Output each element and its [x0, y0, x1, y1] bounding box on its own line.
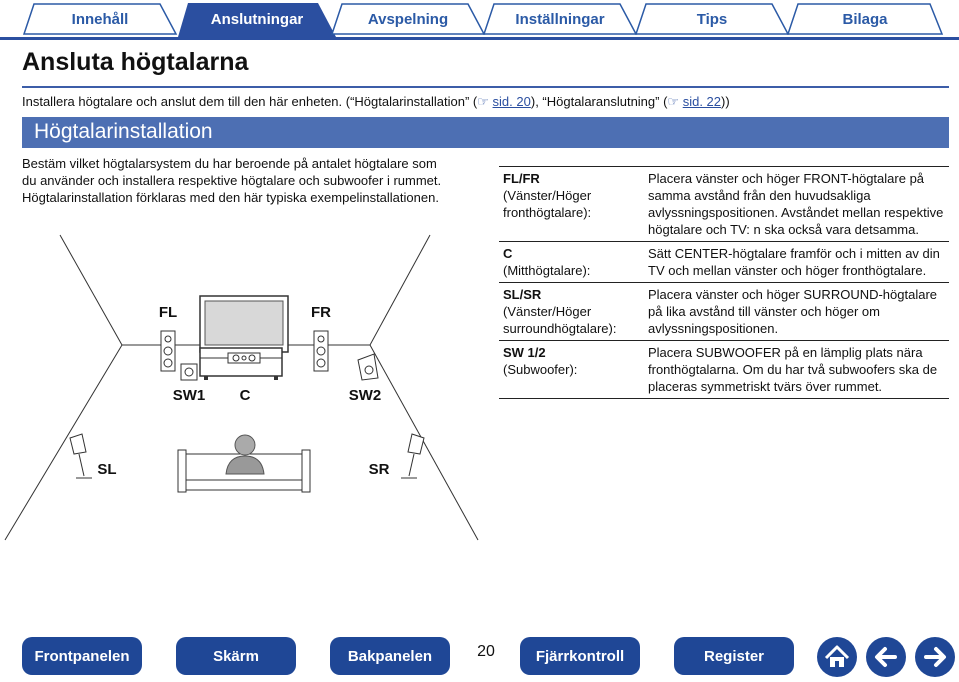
- pointing-hand-icon: ☞: [667, 94, 680, 109]
- page-link-installation[interactable]: sid. 20: [492, 94, 531, 109]
- table-row: [499, 167, 949, 242]
- label-sl: SL: [97, 461, 117, 478]
- tab-label: Innehåll: [71, 10, 129, 28]
- section-header: [22, 117, 949, 148]
- pointing-hand-icon: ☞: [477, 94, 489, 109]
- label-fl: FL: [158, 304, 178, 321]
- page-number: 20: [477, 643, 495, 660]
- tab-label: Inställningar: [515, 10, 605, 28]
- speaker-layout-diagram: [0, 230, 480, 542]
- table-row: [499, 242, 949, 283]
- tab-innehall[interactable]: [22, 3, 178, 35]
- subwoofer-1-icon: [181, 364, 197, 380]
- table-row: [499, 341, 949, 399]
- tab-bilaga[interactable]: [786, 3, 944, 35]
- speaker-code: SW 1/2: [503, 345, 546, 360]
- label-fr: FR: [311, 304, 331, 321]
- paragraph-line: du använder och installera respektive högtalare och subwoofer i rummet.: [22, 173, 442, 188]
- intro-prefix: Installera högtalare och anslut dem till den här enheten. (“Högtalarinstallation” (: [22, 94, 478, 109]
- speaker-label-cell: [499, 341, 643, 399]
- arrow-left-icon: [866, 637, 906, 677]
- speaker-name: (Subwoofer):: [503, 362, 578, 377]
- tab-label: Tips: [696, 10, 728, 28]
- bakpanelen-button[interactable]: Bakpanelen: [330, 637, 450, 675]
- label-sw1: SW1: [172, 387, 206, 404]
- page-title: Ansluta högtalarna: [22, 48, 249, 76]
- paragraph-line: Bestäm vilket högtalarsystem du har beroende på antalet högtalare som: [22, 156, 437, 171]
- tab-label: Bilaga: [842, 10, 888, 28]
- speaker-code: SL/SR: [503, 287, 542, 302]
- speaker-name: (Mitthögtalare):: [503, 263, 591, 278]
- section-title: Högtalarinstallation: [34, 120, 213, 143]
- page-link-connection[interactable]: sid. 22: [682, 94, 722, 109]
- tab-label: Avspelning: [367, 10, 449, 28]
- arrow-right-icon: [915, 637, 955, 677]
- intro-suffix: )): [721, 94, 730, 109]
- speaker-code: C: [503, 246, 513, 261]
- skarm-button[interactable]: Skärm: [176, 637, 296, 675]
- label-c: C: [239, 387, 251, 404]
- surround-right-speaker-icon: [401, 434, 424, 478]
- speaker-name: (Vänster/Höger surroundhögtalare):: [503, 304, 617, 336]
- top-tab-bar: [0, 0, 959, 38]
- tab-anslutningar[interactable]: [178, 3, 336, 35]
- section-paragraph: [22, 155, 472, 206]
- speaker-description: Placera vänster och höger FRONT-högtalare på samma avstånd från den huvudsakliga avlyssningspositionen. Avståndet mellan respektive högtalare och TV: n ska också vara detsamma.: [643, 167, 949, 242]
- tab-tips[interactable]: [634, 3, 790, 35]
- speaker-label-cell: [499, 283, 643, 341]
- front-left-speaker-icon: [161, 331, 175, 371]
- speaker-name: (Vänster/Höger fronthögtalare):: [503, 188, 592, 220]
- speaker-description: Placera SUBWOOFER på en lämplig plats nära fronthögtalarna. Om du har två subwoofers ska de placeras symmetriskt tvärs över rummet.: [643, 341, 949, 399]
- subwoofer-2-icon: [358, 354, 378, 380]
- speaker-code: FL/FR: [503, 171, 540, 186]
- speaker-label-cell: [499, 167, 643, 242]
- center-speaker-icon: [228, 353, 260, 363]
- speaker-description: Placera vänster och höger SURROUND-högtalare på lika avstånd till vänster och höger om avlyssningspositionen.: [643, 283, 949, 341]
- title-divider: [22, 86, 949, 88]
- register-button[interactable]: Register: [674, 637, 794, 675]
- intro-middle: ), “Högtalaranslutning” (: [530, 94, 668, 109]
- frontpanelen-button[interactable]: Frontpanelen: [22, 637, 142, 675]
- label-sr: SR: [368, 461, 390, 478]
- back-button[interactable]: [866, 637, 906, 677]
- fjarrkontroll-button[interactable]: Fjärrkontroll: [520, 637, 640, 675]
- table-row: [499, 283, 949, 341]
- label-sw2: SW2: [348, 387, 382, 404]
- forward-button[interactable]: [915, 637, 955, 677]
- speaker-label-cell: [499, 242, 643, 283]
- speaker-description: Sätt CENTER-högtalare framför och i mitten av din TV och mellan vänster och höger fronthögtalare.: [643, 242, 949, 283]
- front-right-speaker-icon: [314, 331, 328, 371]
- home-icon: [817, 637, 857, 677]
- surround-left-speaker-icon: [70, 434, 92, 478]
- tab-installningar[interactable]: [482, 3, 638, 35]
- speaker-table: [499, 166, 949, 399]
- tab-underline: [0, 37, 959, 40]
- home-button[interactable]: [817, 637, 857, 677]
- paragraph-line: Högtalarinstallation förklaras med den här typiska exempelinstallationen.: [22, 190, 439, 205]
- tv-icon: [200, 296, 288, 356]
- tab-label: Anslutningar: [210, 10, 304, 28]
- intro-text: [22, 94, 730, 110]
- tab-avspelning[interactable]: [330, 3, 486, 35]
